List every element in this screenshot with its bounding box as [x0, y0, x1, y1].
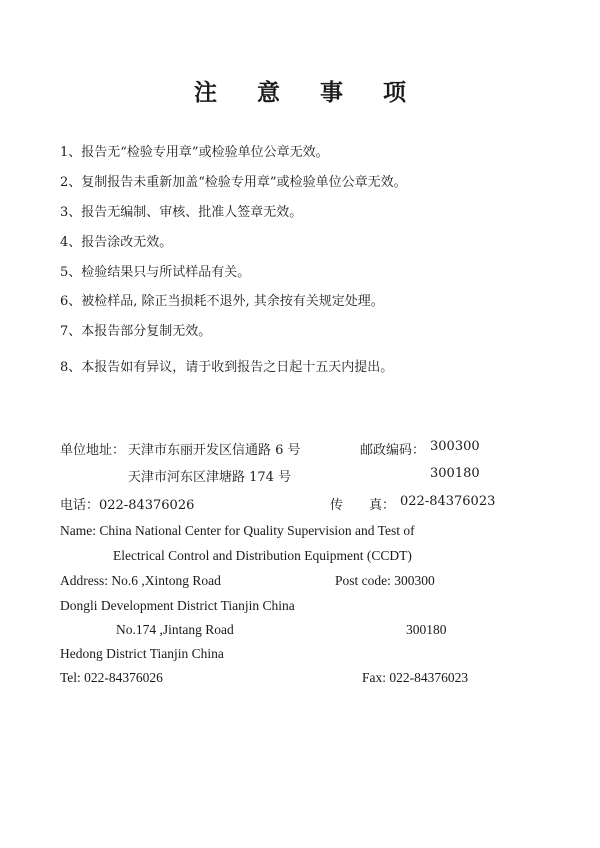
phone-cn: 电话：022-84376026 — [60, 498, 195, 513]
postcode-2-en: 300180 — [406, 622, 447, 637]
address-label-cn: 单位地址： — [60, 443, 126, 458]
notice-item-8: 8、本报告如有异议，请于收到报告之日起十五天内提出。 — [60, 360, 394, 375]
notice-item-3: 3、报告无编制、审核、批准人签章无效。 — [60, 205, 303, 220]
notice-item-4: 4、报告涂改无效。 — [60, 235, 173, 250]
postcode-2-cn: 300180 — [430, 466, 480, 481]
address-line-4-en: Hedong District Tianjin China — [60, 646, 224, 661]
name-line-2-en: Electrical Control and Distribution Equipment (CCDT) — [113, 548, 412, 563]
address-line-1-en: Address: No.6 ,Xintong Road — [60, 573, 221, 588]
postcode-1-en: Post code: 300300 — [335, 573, 435, 588]
address-line-1-cn: 天津市东丽开发区信通路 6 号 — [128, 443, 301, 458]
postcode-1-cn: 300300 — [430, 439, 480, 454]
name-line-1-en: Name: China National Center for Quality Supervision and Test of — [60, 523, 415, 538]
fax-en: Fax: 022-84376023 — [362, 670, 469, 685]
address-line-3-en: No.174 ,Jintang Road — [116, 622, 234, 637]
page-title: 注 意 事 项 — [193, 80, 423, 106]
notice-item-1: 1、报告无“检验专用章”或检验单位公章无效。 — [60, 145, 329, 160]
notice-item-6: 6、被检样品, 除正当损耗不退外, 其余按有关规定处理。 — [60, 294, 384, 309]
notice-item-5: 5、检验结果只与所试样品有关。 — [60, 265, 251, 280]
postcode-label-cn: 邮政编码： — [360, 443, 426, 458]
address-line-2-cn: 天津市河东区津塘路 174 号 — [128, 470, 292, 485]
notice-item-2: 2、复制报告未重新加盖“检验专用章”或检验单位公章无效。 — [60, 175, 407, 190]
fax-label-cn: 传 真： — [330, 498, 396, 513]
address-line-2-en: Dongli Development District Tianjin China — [60, 598, 295, 613]
tel-en: Tel: 022-84376026 — [60, 670, 163, 685]
fax-cn: 022-84376023 — [400, 494, 496, 509]
notice-item-7: 7、本报告部分复制无效。 — [60, 324, 212, 339]
